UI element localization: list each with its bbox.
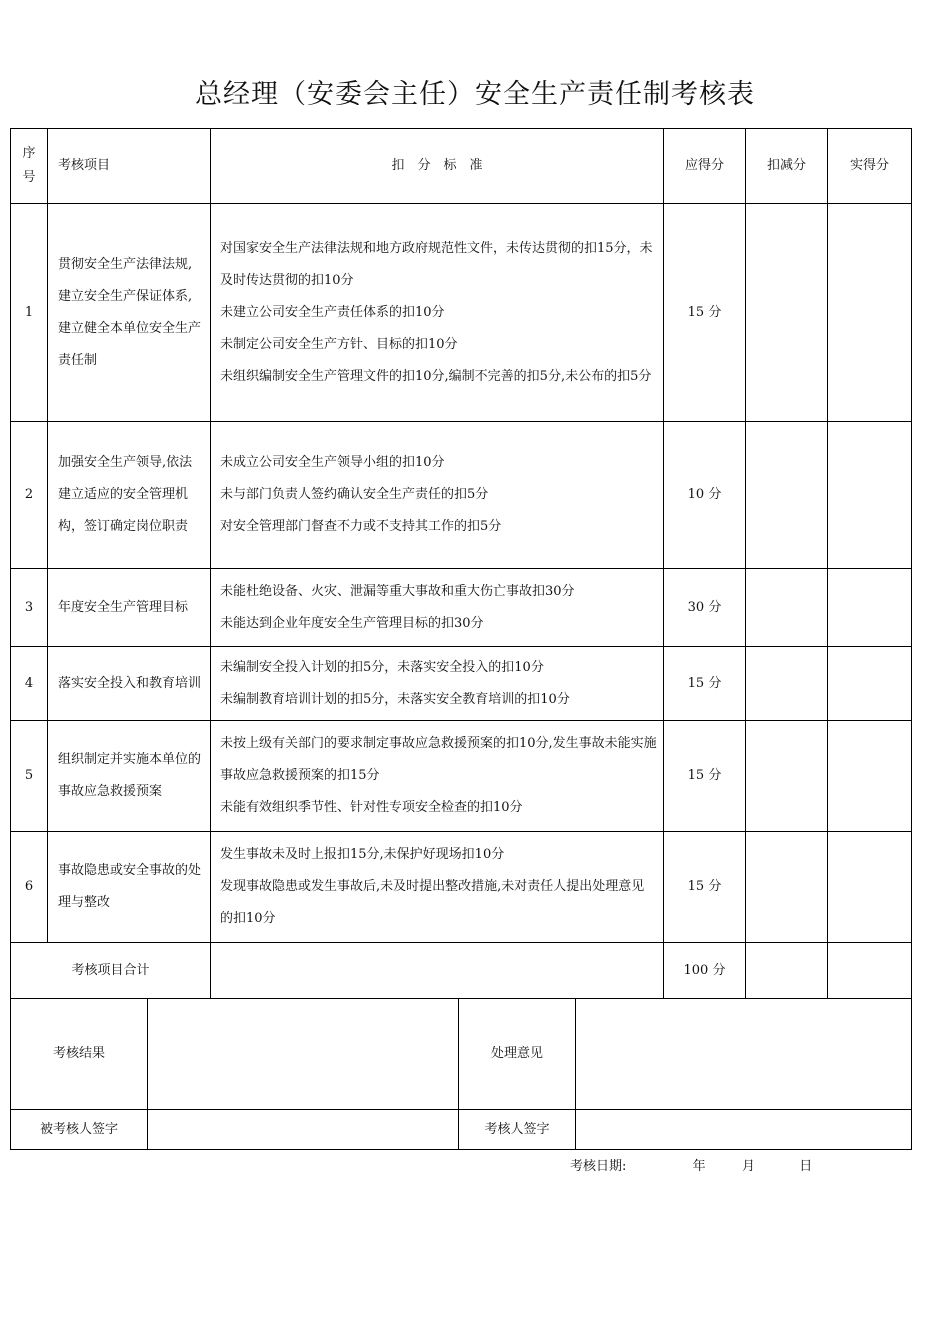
result-label: 考核结果: [11, 999, 148, 1110]
date-day: 日: [799, 1159, 813, 1174]
total-score: 100 分: [664, 943, 746, 999]
row-item: 事故隐患或安全事故的处理与整改: [48, 832, 211, 943]
row-criteria: [211, 832, 664, 943]
row-score: 15 分: [664, 721, 746, 832]
assessee-sign-field[interactable]: [148, 1110, 459, 1150]
criteria-line: 发现事故隐患或发生事故后,未及时提出整改措施,未对责任人提出处理意见的扣10分: [220, 879, 645, 926]
row-score: 15 分: [664, 647, 746, 721]
header-due-score: 应得分: [664, 129, 746, 204]
date-year: 年: [692, 1159, 706, 1174]
table-row: [11, 832, 912, 943]
row-actual-cell[interactable]: [828, 569, 912, 647]
header-item: 考核项目: [48, 129, 211, 204]
table-row: [11, 422, 912, 569]
row-actual-cell[interactable]: [828, 721, 912, 832]
result-field[interactable]: [148, 999, 459, 1110]
assessment-date: [570, 1155, 812, 1174]
total-criteria-cell: [211, 943, 664, 999]
page-title: 总经理（安委会主任）安全生产责任制考核表: [195, 79, 755, 110]
row-seq: 5: [11, 721, 48, 832]
row-score: 10 分: [664, 422, 746, 569]
opinion-field[interactable]: [576, 999, 912, 1110]
header-seq: 序号: [11, 129, 48, 204]
criteria-line: 未建立公司安全生产责任体系的扣10分: [220, 304, 445, 320]
total-label: 考核项目合计: [11, 943, 211, 999]
total-actual-cell[interactable]: [828, 943, 912, 999]
row-criteria: [211, 569, 664, 647]
row-criteria: [211, 204, 664, 422]
row-criteria: [211, 721, 664, 832]
table-row: [11, 647, 912, 721]
row-seq: 3: [11, 569, 48, 647]
header-criteria: 扣 分 标 准: [211, 129, 664, 204]
row-item: 贯彻安全生产法律法规,建立安全生产保证体系,建立健全本单位安全生产责任制: [48, 204, 211, 422]
assessment-table: [10, 128, 912, 999]
table-row: [11, 569, 912, 647]
row-deduct-cell[interactable]: [746, 422, 828, 569]
row-seq: 1: [11, 204, 48, 422]
row-actual-cell[interactable]: [828, 204, 912, 422]
row-seq: 4: [11, 647, 48, 721]
criteria-line: 对安全管理部门督查不力或不支持其工作的扣5分: [220, 519, 502, 534]
criteria-line: 未能有效组织季节性、针对性专项安全检查的扣10分: [220, 800, 523, 815]
criteria-line: 未编制教育培训计划的扣5分，未落实安全教育培训的扣10分: [220, 691, 570, 707]
row-item: 年度安全生产管理目标: [48, 569, 211, 647]
criteria-line: 未制定公司安全生产方针、目标的扣10分: [220, 336, 458, 352]
date-label: 考核日期:: [570, 1159, 627, 1174]
assessee-sign-label: 被考核人签字: [11, 1110, 148, 1150]
row-deduct-cell[interactable]: [746, 832, 828, 943]
assessor-sign-field[interactable]: [576, 1110, 912, 1150]
header-actual-score: 实得分: [828, 129, 912, 204]
row-criteria: [211, 422, 664, 569]
row-actual-cell[interactable]: [828, 422, 912, 569]
criteria-line: 未编制安全投入计划的扣5分，未落实安全投入的扣10分: [220, 659, 544, 675]
row-deduct-cell[interactable]: [746, 569, 828, 647]
total-row: [11, 943, 912, 999]
criteria-line: 未成立公司安全生产领导小组的扣10分: [220, 455, 445, 470]
total-deduct-cell[interactable]: [746, 943, 828, 999]
criteria-line: 未能达到企业年度安全生产管理目标的扣30分: [220, 615, 484, 631]
criteria-line: 未能杜绝设备、火灾、泄漏等重大事故和重大伤亡事故扣30分: [220, 583, 575, 599]
signature-row: [11, 1110, 912, 1150]
row-score: 15 分: [664, 832, 746, 943]
row-deduct-cell[interactable]: [746, 721, 828, 832]
criteria-line: 发生事故未及时上报扣15分,未保护好现场扣10分: [220, 847, 505, 862]
row-score: 15 分: [664, 204, 746, 422]
row-seq: 6: [11, 832, 48, 943]
row-deduct-cell[interactable]: [746, 647, 828, 721]
result-row: [11, 999, 912, 1110]
row-actual-cell[interactable]: [828, 647, 912, 721]
row-actual-cell[interactable]: [828, 832, 912, 943]
row-item: 组织制定并实施本单位的事故应急救援预案: [48, 721, 211, 832]
row-score: 30 分: [664, 569, 746, 647]
assessor-sign-label: 考核人签字: [459, 1110, 576, 1150]
row-criteria: [211, 647, 664, 721]
criteria-line: 未组织编制安全生产管理文件的扣10分,编制不完善的扣5分,未公布的扣5分: [220, 368, 652, 384]
row-seq: 2: [11, 422, 48, 569]
criteria-line: 未与部门负责人签约确认安全生产责任的扣5分: [220, 487, 489, 502]
date-month: 月: [741, 1159, 755, 1174]
result-table: [10, 998, 912, 1150]
row-item: 落实安全投入和教育培训: [48, 647, 211, 721]
table-row: [11, 204, 912, 422]
row-item: 加强安全生产领导,依法建立适应的安全管理机构，签订确定岗位职责: [48, 422, 211, 569]
header-deduct-score: 扣减分: [746, 129, 828, 204]
row-deduct-cell[interactable]: [746, 204, 828, 422]
table-row: [11, 721, 912, 832]
criteria-line: 未按上级有关部门的要求制定事故应急救援预案的扣10分,发生事故未能实施事故应急救援预案的扣15分: [220, 736, 657, 783]
opinion-label: 处理意见: [459, 999, 576, 1110]
header-row: [11, 129, 912, 204]
criteria-line: 对国家安全生产法律法规和地方政府规范性文件，未传达贯彻的扣15分，未及时传达贯彻的扣10分: [220, 240, 653, 288]
